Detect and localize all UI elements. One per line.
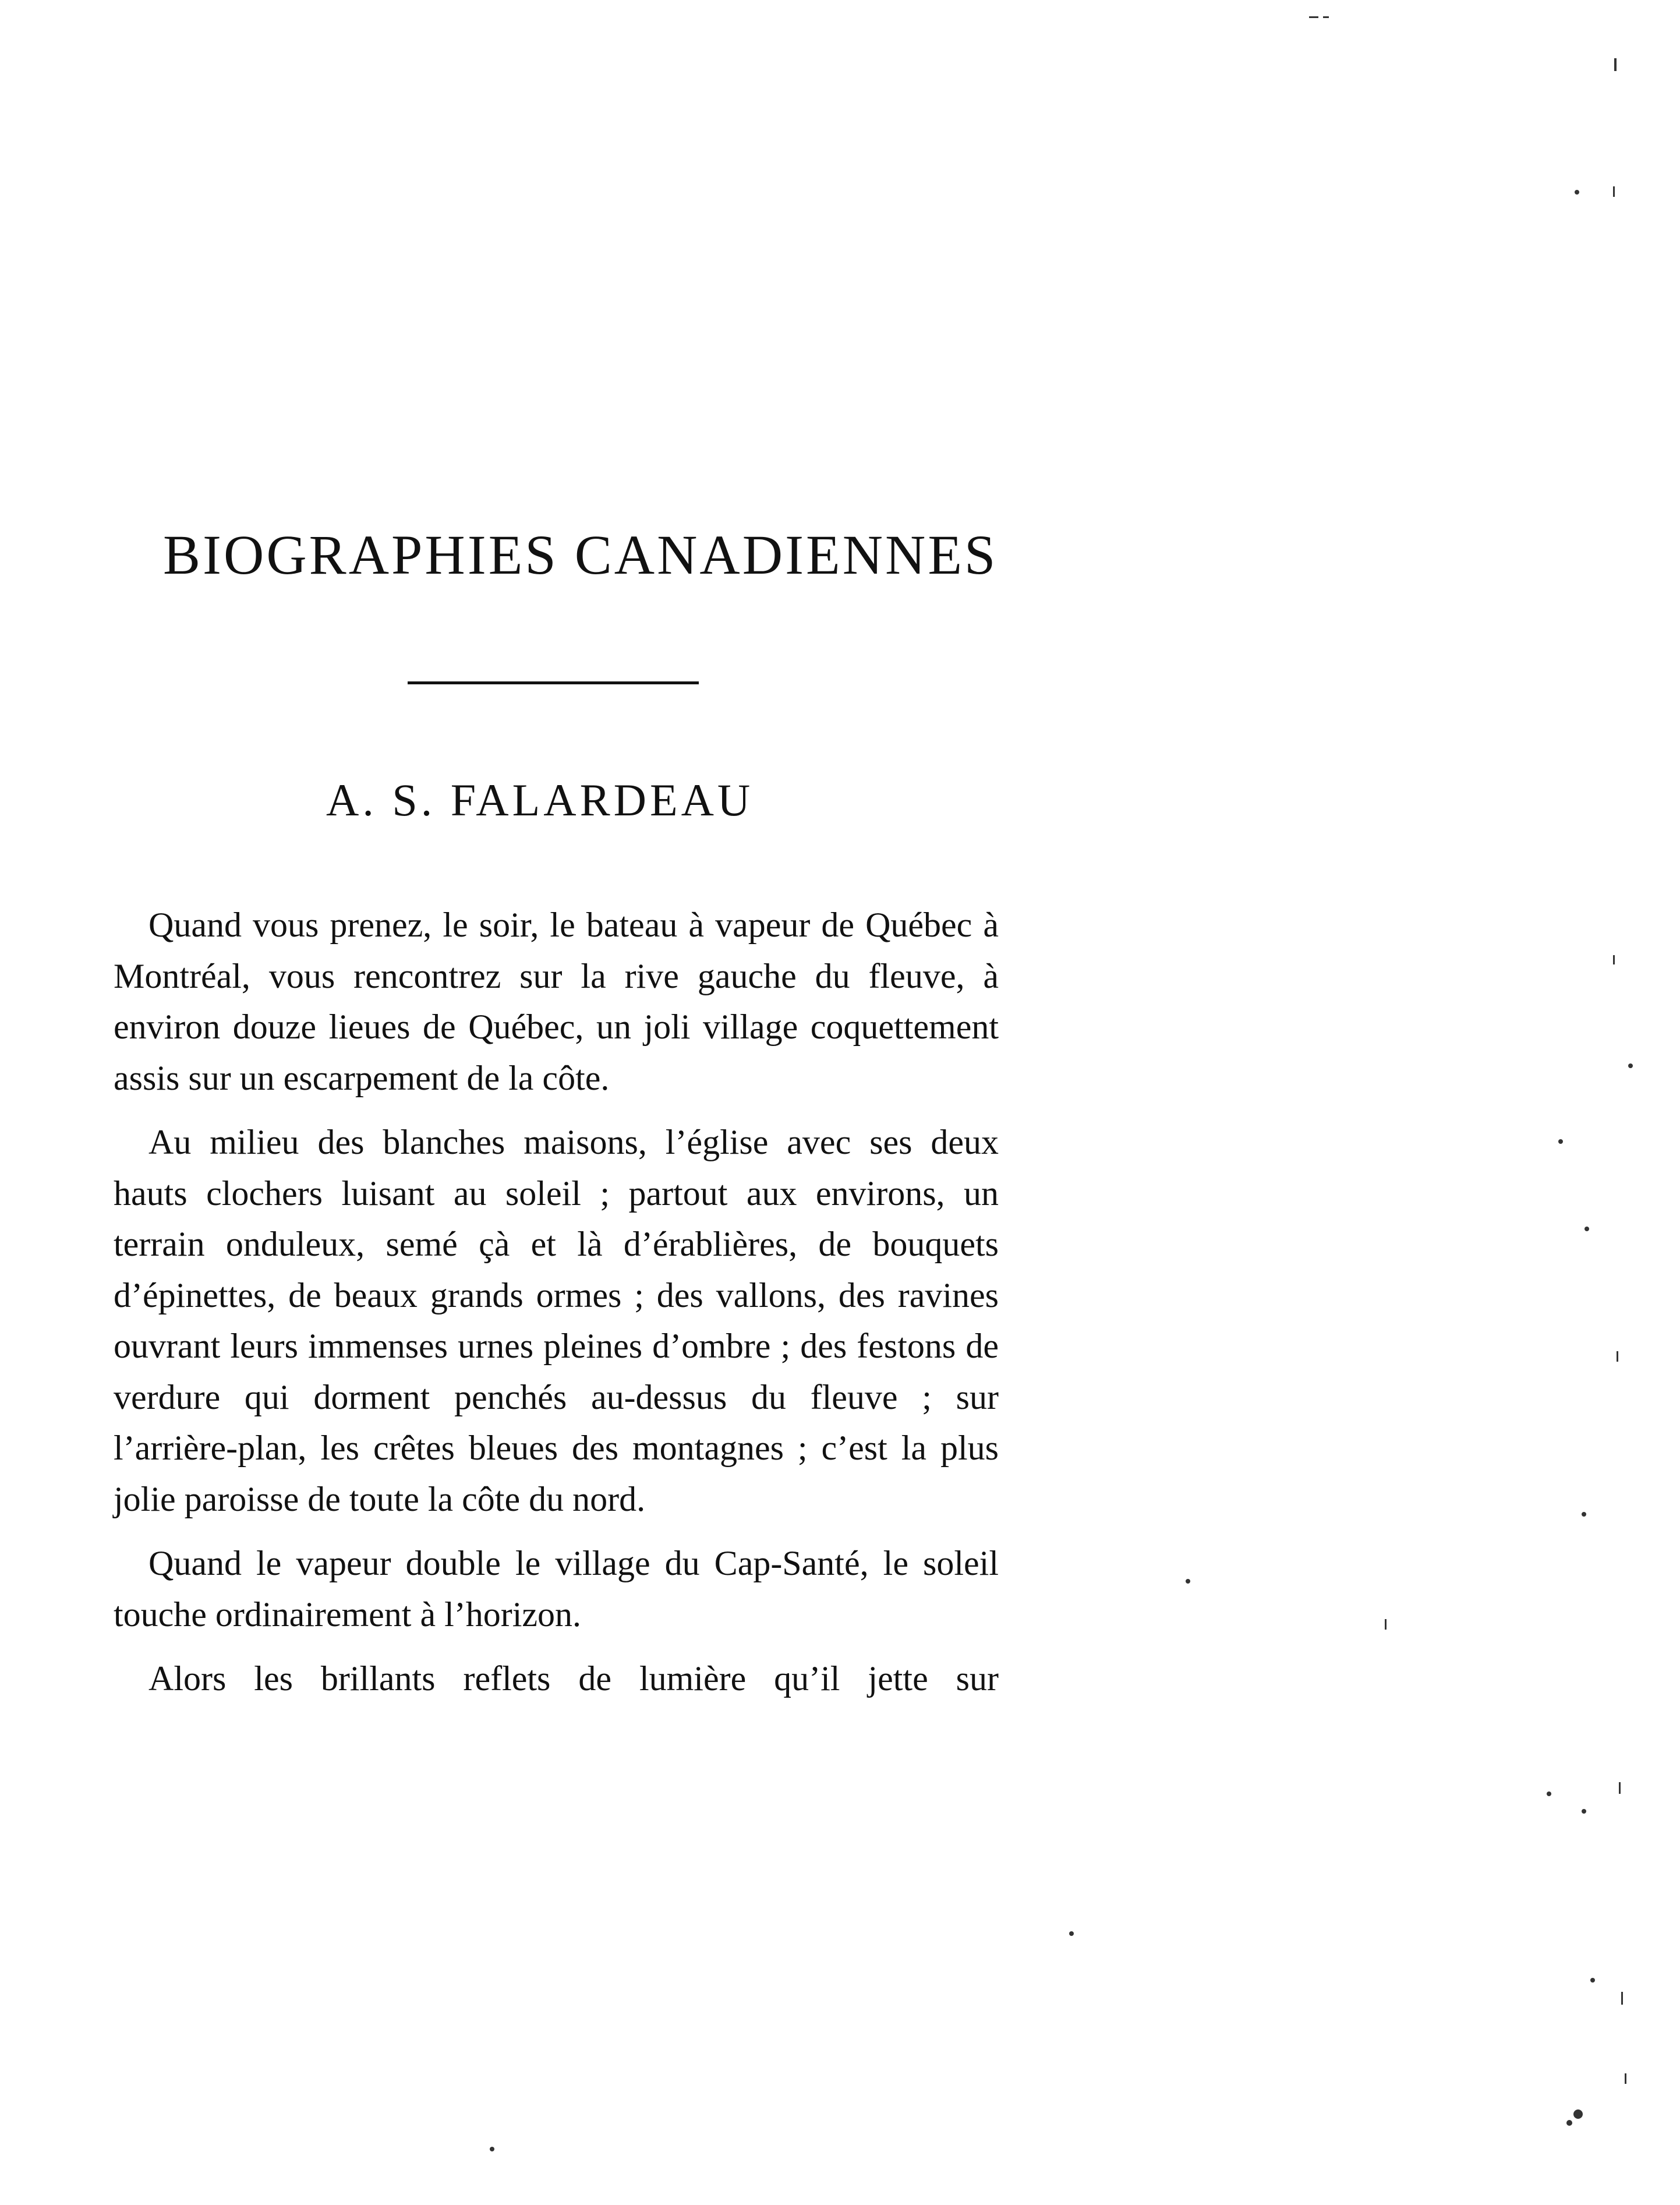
book-title: BIOGRAPHIES CANADIENNES: [163, 524, 998, 586]
chapter-title: A. S. FALARDEAU: [326, 775, 754, 825]
paragraph-4: Alors les brillants reflets de lumière qu’il jette sur: [148, 1659, 999, 1698]
paragraph-2: Au milieu des blanches maisons, l’église avec ses deux hauts clochers luisant au soleil ; partout aux environs, un terrain onduleux, semé çà et là d’érablières, de bouquets d’épinettes, de beaux grands ormes ; des vallons, des ravines ouvrant leurs immenses urnes pleines d’ombre ; des festons de verdure qui dorment penchés au-dessus du fleuve ; sur l’arrière-plan, les crêtes bleues des montagnes ; c’est la plus jolie paroisse de toute la côte du nord.: [114, 1123, 999, 1518]
body-text: [114, 900, 999, 1718]
paragraph-1: Quand vous prenez, le soir, le bateau à vapeur de Québec à Montréal, vous rencontrez sur la rive gauche du fleuve, à environ douze lieues de Québec, un joli village coquettement assis sur un escarpement de la côte.: [114, 906, 999, 1097]
title-divider: [408, 681, 699, 684]
paragraph-3: Quand le vapeur double le village du Cap-Santé, le soleil touche ordinairement à l’horizon.: [114, 1544, 999, 1634]
